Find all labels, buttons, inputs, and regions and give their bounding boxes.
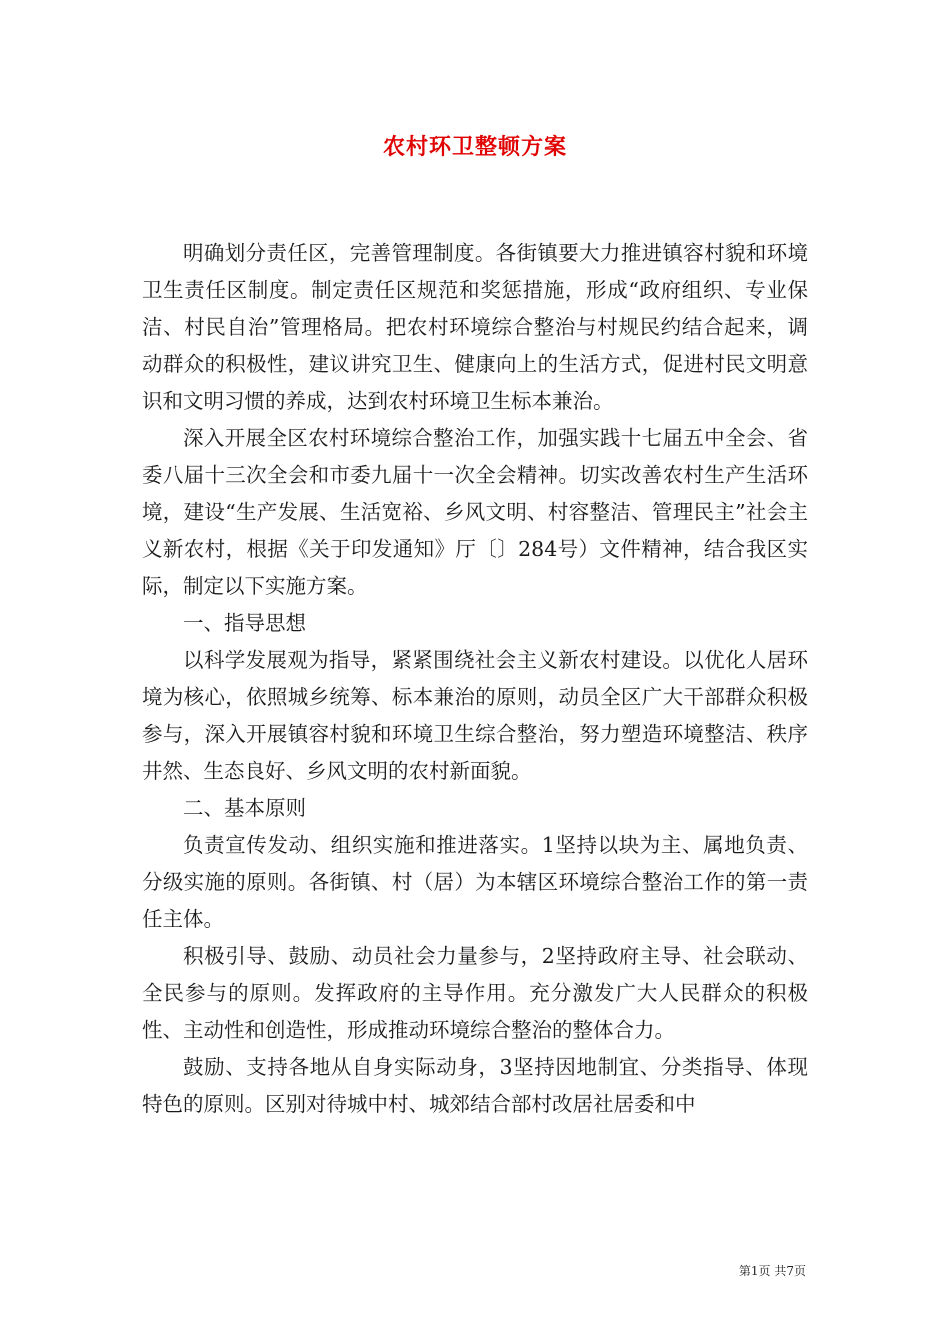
page-number-suffix: 页	[793, 1264, 806, 1278]
paragraph-principle-1: 负责宣传发动、组织实施和推进落实。1坚持以块为主、属地负责、分级实施的原则。各街镇、村（居）为本辖区环境综合整治工作的第一责任主体。	[142, 833, 808, 931]
page-number	[739, 1263, 806, 1279]
page-number-middle: 页 共	[758, 1264, 787, 1278]
paragraph-principle-3: 鼓励、支持各地从自身实际动身，3坚持因地制宜、分类指导、体现特色的原则。区别对待城中村、城郊结合部村改居社居委和中	[142, 1055, 808, 1116]
page-number-prefix: 第	[738, 1264, 751, 1278]
paragraph-principle-2: 积极引导、鼓励、动员社会力量参与，2坚持政府主导、社会联动、全民参与的原则。发挥政府的主导作用。充分激发广大人民群众的积极性、主动性和创造性，形成推动环境综合整治的整体合力。	[142, 944, 808, 1042]
document-title: 农村环卫整顿方案	[382, 134, 567, 160]
paragraph-guiding-ideology: 以科学发展观为指导，紧紧围绕社会主义新农村建设。以优化人居环境为核心，依照城乡统筹、标本兼治的原则，动员全区广大干部群众积极参与，深入开展镇容村貌和环境卫生综合整治，努力塑造环境整洁、秩序井然、生态良好、乡风文明的农村新面貌。	[142, 648, 808, 783]
paragraph-rectification-work: 深入开展全区农村环境综合整治工作，加强实践十七届五中全会、省委八届十三次全会和市委九届十一次全会精神。切实改善农村生产生活环境，建设“生产发展、生活宽裕、乡风文明、村容整洁、管理民主”社会主义新农村，根据《关于印发通知》厅〔〕284号）文件精神，结合我区实际，制定以下实施方案。	[142, 426, 808, 598]
section-heading-guiding-ideology: 一、指导思想	[183, 611, 306, 635]
page-number-total: 7	[786, 1264, 794, 1278]
page-number-current: 1	[750, 1264, 759, 1278]
section-heading-basic-principles: 二、基本原则	[183, 796, 306, 820]
paragraph-responsibility-zones: 明确划分责任区，完善管理制度。各街镇要大力推进镇容村貌和环境卫生责任区制度。制定责任区规范和奖惩措施，形成“政府组织、专业保洁、村民自治”管理格局。把农村环境综合整治与村规民约结合起来，调动群众的积极性，建议讲究卫生、健康向上的生活方式，促进村民文明意识和文明习惯的养成，达到农村环境卫生标本兼治。	[142, 241, 808, 413]
document-body	[142, 235, 808, 1123]
